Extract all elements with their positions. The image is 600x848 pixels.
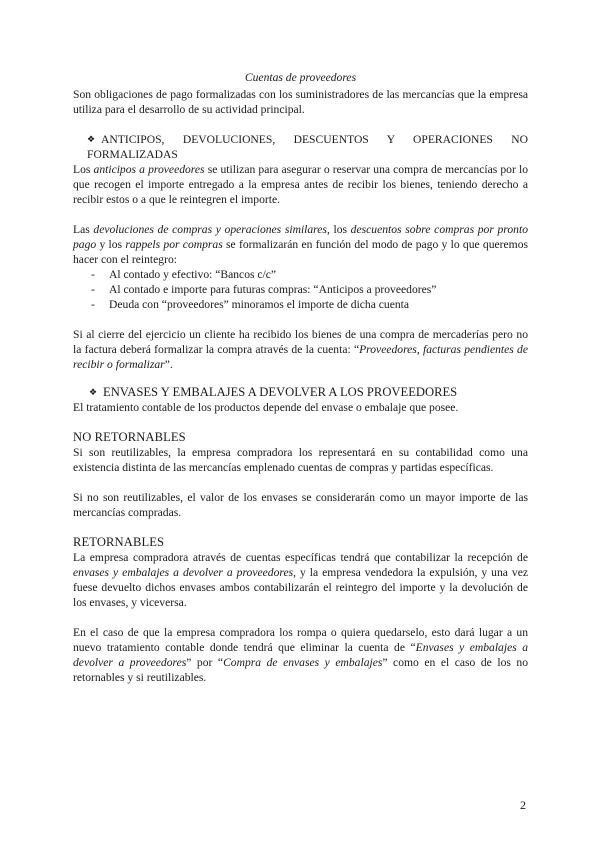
no-retornables-paragraph-2: Si no son reutilizables, el valor de los envases se considerarán como un mayor importe de las mercancías compradas.	[73, 491, 528, 519]
page-title: Cuentas de proveedores	[244, 71, 357, 84]
text-run: se utilizan para asegurar o reservar una compra de mercancías por lo que recogen el importe entregado a la empresa antes de recibir los bienes, teniendo derecho a recibir estos o a que le reintegren el importe.	[73, 163, 528, 206]
retornables-heading: RETORNABLES	[73, 535, 165, 549]
list-item: - Al contado y efectivo: “Bancos c/c”	[91, 267, 528, 282]
page-number: 2	[520, 798, 526, 812]
no-retornables-heading: NO RETORNABLES	[73, 430, 186, 444]
text-run: ” por “	[186, 656, 224, 669]
emphasis-devoluciones: devoluciones de compras y operaciones similares	[93, 223, 327, 236]
cierre-paragraph	[73, 327, 528, 372]
text-run: La empresa compradora através de cuentas específicas tendrá que contabilizar la recepción de	[73, 551, 528, 564]
list-item: - Al contado e importe para futuras compras: “Anticipos a proveedores”	[91, 282, 528, 297]
emphasis-envases: envases y embalajes a devolver a proveedores	[73, 566, 294, 579]
reintegro-list	[73, 267, 528, 312]
anticipos-paragraph	[73, 162, 528, 207]
text-run: se formalizarán en función del modo de pago y lo que queremos hacer con el reintegro:	[73, 238, 529, 266]
diamond-bullet-icon: ❖	[89, 387, 98, 397]
intro-paragraph: Son obligaciones de pago formalizadas con los suministradores de las mercancías que la empresa utiliza para el desarrollo de su actividad principal.	[73, 88, 528, 116]
envases-intro: El tratamiento contable de los productos depende del envase o embalaje que posee.	[73, 401, 459, 414]
emphasis-anticipos: anticipos a proveedores	[93, 163, 205, 176]
emphasis-envases-devolver: Envases y embalajes a devolver a proveedores	[73, 641, 529, 669]
retornables-paragraph-2	[73, 625, 528, 685]
text-run: En el caso de que la empresa compradora los rompa o quiera quedarselo, esto dará lugar a un nuevo tratamiento contable donde tendrá que eliminar la cuenta de “	[73, 626, 528, 654]
text-run: Si al cierre del ejercicio un cliente ha recibido los bienes de una compra de mercaderías pero no la factura deberá formalizar la compra através de la cuenta: “	[73, 328, 528, 356]
retornables-paragraph-1	[73, 550, 528, 610]
emphasis-rappels: rappels por compras	[125, 238, 223, 251]
emphasis-compra-envases: Compra de envases y embalajes	[223, 656, 383, 669]
section2-heading	[73, 385, 528, 400]
list-item: - Deuda con “proveedores” minoramos el importe de dicha cuenta	[91, 297, 528, 312]
page-content	[73, 70, 528, 685]
section1-heading-text: ANTICIPOS, DEVOLUCIONES, DESCUENTOS Y OPERACIONES NO FORMALIZADAS	[87, 133, 528, 161]
no-retornables-paragraph-1: Si son reutilizables, la empresa compradora los representará en su contabilidad como una existencia distinta de las mercancías emplenado cuentas de compras y partidas específicas.	[73, 446, 528, 474]
section2-heading-text: ENVASES Y EMBALAJES A DEVOLVER A LOS PROVEEDORES	[103, 385, 458, 399]
section1-heading	[73, 132, 528, 162]
text-run: Los	[73, 163, 94, 176]
emphasis-descuentos: descuentos sobre compras por pronto pago	[73, 223, 528, 251]
text-run: , los	[326, 223, 351, 236]
devoluciones-paragraph	[73, 222, 528, 267]
text-run: Las	[73, 223, 94, 236]
text-run: ” como en el caso de los no retornables y si reutilizables.	[73, 656, 529, 684]
text-run: , y la empresa vendedora la expulsión, y una vez fuese devuelto dichos envases ambos contabilizarán el reintegro del importe y la devolución de los envases, y viceversa.	[73, 566, 528, 609]
diamond-bullet-icon: ❖	[87, 134, 96, 144]
text-run: y los	[96, 238, 126, 251]
text-run: ”.	[164, 358, 173, 371]
emphasis-facturas-pendientes: Proveedores, facturas pendientes de recibir o formalizar	[73, 343, 528, 371]
